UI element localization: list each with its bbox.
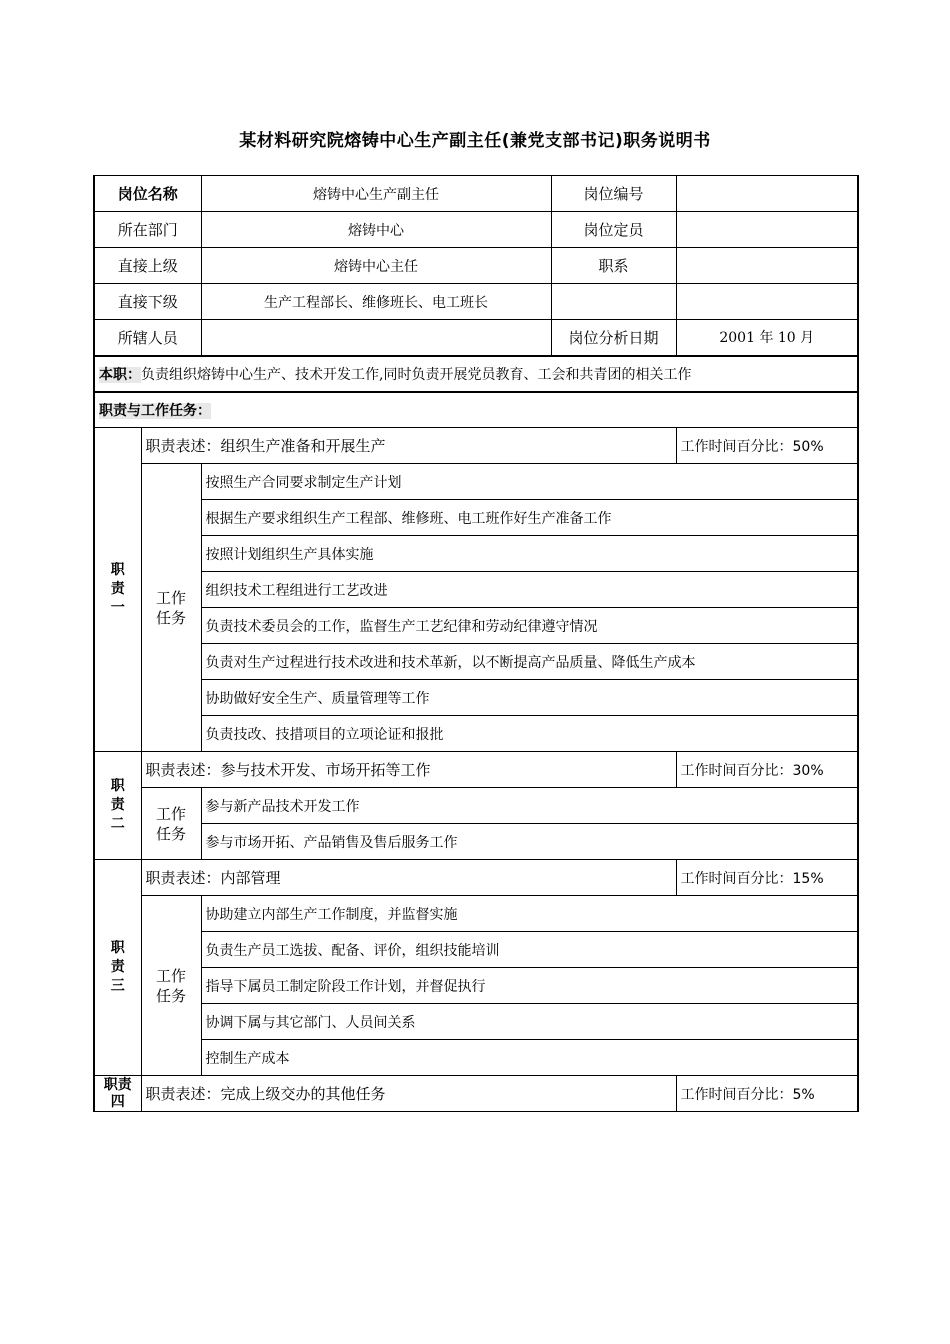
- post-no-label: 岗位编号: [551, 176, 676, 212]
- info-row-post-name: [94, 176, 858, 212]
- duty-text: 负责组织熔铸中心生产、技术开发工作,同时负责开展党员教育、工会和共青团的相关工作: [141, 366, 692, 383]
- resp1-task-6: 负责对生产过程进行技术改进和技术革新，以不断提高产品质量、降低生产成本: [201, 644, 858, 680]
- resp1-desc: 职责表述：组织生产准备和开展生产: [141, 428, 676, 464]
- table-row: [94, 968, 858, 1004]
- tasks-heading-row: [94, 392, 858, 428]
- series-label: 职系: [551, 248, 676, 284]
- resp3-task-5: 控制生产成本: [201, 1040, 858, 1076]
- staff-value: [201, 320, 551, 356]
- info-row-dept: [94, 212, 858, 248]
- post-no-value: [676, 176, 858, 212]
- table-row: [94, 644, 858, 680]
- resp4-pct: 工作时间百分比：5%: [676, 1076, 858, 1112]
- table-row: [94, 572, 858, 608]
- table-row: [94, 1040, 858, 1076]
- post-name-label: 岗位名称: [94, 176, 201, 212]
- resp3-label: 职 责 三: [94, 860, 141, 1076]
- table-row: [94, 608, 858, 644]
- document-title: 某材料研究院熔铸中心生产副主任(兼党支部书记)职务说明书: [239, 131, 711, 151]
- resp1-task-8: 负责技改、技措项目的立项论证和报批: [201, 716, 858, 752]
- quota-value: [676, 212, 858, 248]
- table-row: [94, 716, 858, 752]
- dept-label: 所在部门: [94, 212, 201, 248]
- resp1-label: 职 责 一: [94, 428, 141, 752]
- table-row: [94, 536, 858, 572]
- resp3-task-2: 负责生产员工选拔、配备、评价，组织技能培训: [201, 932, 858, 968]
- table-row: [94, 464, 858, 500]
- resp1-task-4: 组织技术工程组进行工艺改进: [201, 572, 858, 608]
- dept-value: 熔铸中心: [201, 212, 551, 248]
- table-row: [94, 500, 858, 536]
- info-row-staff: [94, 320, 858, 356]
- resp3-task-3: 指导下属员工制定阶段工作计划，并督促执行: [201, 968, 858, 1004]
- resp1-task-2: 根据生产要求组织生产工程部、维修班、电工班作好生产准备工作: [201, 500, 858, 536]
- job-description-table: [93, 175, 859, 1112]
- resp1-task-3: 按照计划组织生产具体实施: [201, 536, 858, 572]
- subordinate-extra: [551, 284, 676, 320]
- resp3-desc: 职责表述：内部管理: [141, 860, 676, 896]
- resp3-desc-row: [94, 860, 858, 896]
- table-row: [94, 896, 858, 932]
- resp2-label: 职 责 二: [94, 752, 141, 860]
- date-value: 2001 年 10 月: [676, 320, 858, 356]
- resp4-desc: 职责表述：完成上级交办的其他任务: [141, 1076, 676, 1112]
- table-row: [94, 788, 858, 824]
- date-label: 岗位分析日期: [551, 320, 676, 356]
- resp2-desc-row: [94, 752, 858, 788]
- resp1-work-tasks-label: 工作 任务: [141, 464, 201, 752]
- resp3-pct: 工作时间百分比：15%: [676, 860, 858, 896]
- resp3-work-tasks-label: 工作 任务: [141, 896, 201, 1076]
- resp2-desc: 职责表述：参与技术开发、市场开拓等工作: [141, 752, 676, 788]
- table-row: [94, 680, 858, 716]
- resp2-task-2: 参与市场开拓、产品销售及售后服务工作: [201, 824, 858, 860]
- superior-label: 直接上级: [94, 248, 201, 284]
- resp3-task-4: 协调下属与其它部门、人员间关系: [201, 1004, 858, 1040]
- table-row: [94, 932, 858, 968]
- quota-label: 岗位定员: [551, 212, 676, 248]
- resp1-desc-row: [94, 428, 858, 464]
- info-row-superior: [94, 248, 858, 284]
- info-row-subordinate: [94, 284, 858, 320]
- resp1-pct: 工作时间百分比：50%: [676, 428, 858, 464]
- resp4-desc-row: [94, 1076, 858, 1112]
- resp2-work-tasks-label: 工作 任务: [141, 788, 201, 860]
- table-row: [94, 824, 858, 860]
- superior-value: 熔铸中心主任: [201, 248, 551, 284]
- series-value: [676, 248, 858, 284]
- resp1-task-7: 协助做好安全生产、质量管理等工作: [201, 680, 858, 716]
- staff-label: 所辖人员: [94, 320, 201, 356]
- resp2-task-1: 参与新产品技术开发工作: [201, 788, 858, 824]
- duty-label: 本职：: [99, 366, 141, 383]
- resp2-pct: 工作时间百分比：30%: [676, 752, 858, 788]
- subordinate-extra-value: [676, 284, 858, 320]
- duty-row: [94, 356, 858, 392]
- resp1-task-5: 负责技术委员会的工作，监督生产工艺纪律和劳动纪律遵守情况: [201, 608, 858, 644]
- resp3-task-1: 协助建立内部生产工作制度，并监督实施: [201, 896, 858, 932]
- table-row: [94, 1004, 858, 1040]
- subordinate-value: 生产工程部长、维修班长、电工班长: [201, 284, 551, 320]
- resp1-task-1: 按照生产合同要求制定生产计划: [201, 464, 858, 500]
- subordinate-label: 直接下级: [94, 284, 201, 320]
- post-name-value: 熔铸中心生产副主任: [201, 176, 551, 212]
- resp4-label: 职责 四: [94, 1076, 141, 1112]
- tasks-heading: 职责与工作任务：: [99, 402, 211, 419]
